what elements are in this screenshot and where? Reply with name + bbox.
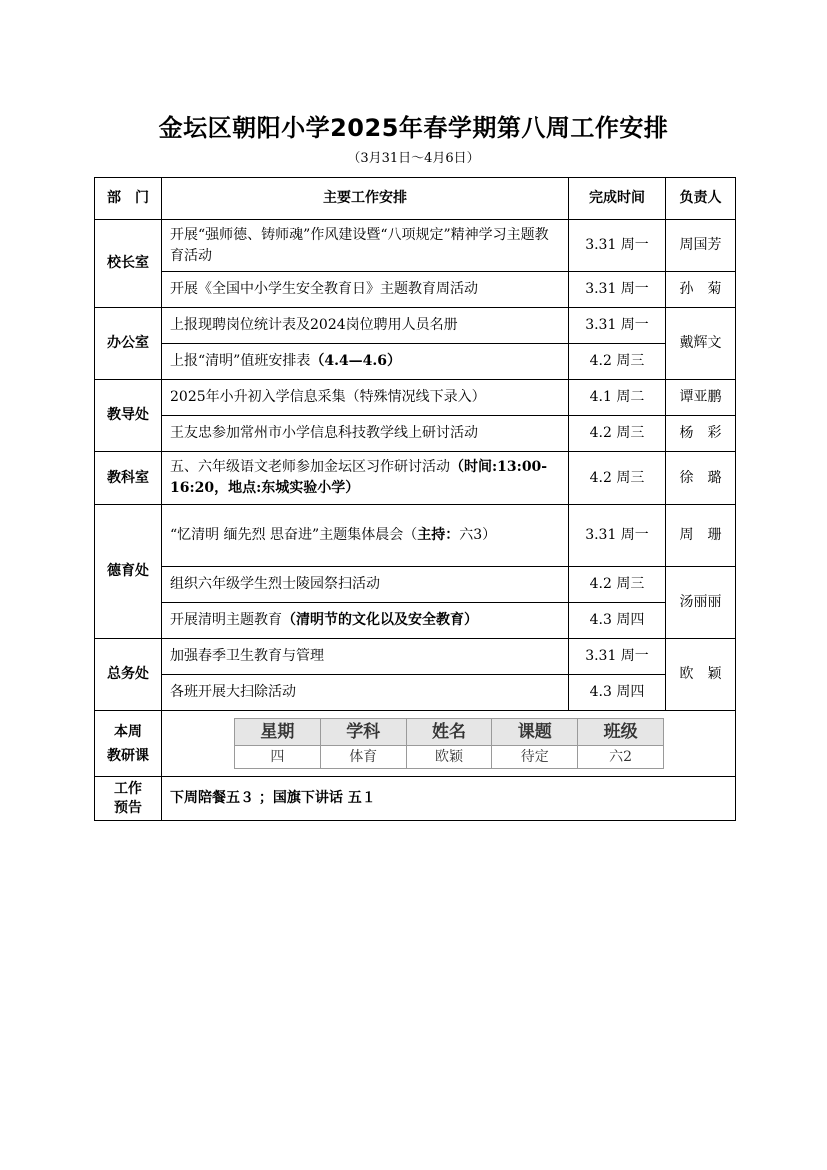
research-class-label (95, 711, 162, 777)
task-cell: 王友忠参加常州市小学信息科技教学线上研讨活动 (162, 416, 569, 452)
research-class-value-row (235, 746, 664, 769)
research-class-cell (162, 711, 736, 777)
table-row (95, 416, 736, 452)
header-task: 主要工作安排 (162, 178, 569, 220)
preview-label-line1: 工作 (114, 780, 142, 797)
time-cell: 4.3 周四 (569, 603, 666, 639)
person-cell: 徐 璐 (666, 452, 736, 505)
research-header-name: 姓名 (406, 719, 492, 746)
time-cell: 3.31 周一 (569, 308, 666, 344)
research-value-topic: 待定 (492, 746, 578, 769)
time-cell: 3.31 周一 (569, 639, 666, 675)
person-cell: 杨 彩 (666, 416, 736, 452)
dept-general: 总务处 (95, 639, 162, 711)
person-cell: 周 珊 (666, 505, 736, 567)
dept-office: 办公室 (95, 308, 162, 380)
dept-research: 教科室 (95, 452, 162, 505)
person-cell: 欧 颖 (666, 639, 736, 711)
task-cell (162, 452, 569, 505)
time-cell: 3.31 周一 (569, 505, 666, 567)
research-value-weekday: 四 (235, 746, 321, 769)
research-value-class: 六2 (578, 746, 664, 769)
table-row (95, 452, 736, 505)
time-cell: 3.31 周一 (569, 272, 666, 308)
table-row (95, 675, 736, 711)
time-cell: 4.3 周四 (569, 675, 666, 711)
table-row (95, 639, 736, 675)
table-row (95, 272, 736, 308)
task-bold-text: （清明节的文化以及安全教育） (282, 612, 478, 628)
time-cell: 4.2 周三 (569, 416, 666, 452)
task-text: 上报“清明”值班安排表 (170, 353, 311, 369)
task-bold-text: （4.4—4.6） (310, 353, 402, 369)
time-cell: 4.1 周二 (569, 380, 666, 416)
task-cell: 组织六年级学生烈士陵园祭扫活动 (162, 567, 569, 603)
task-text: 六3） (459, 527, 497, 543)
research-header-weekday: 星期 (235, 719, 321, 746)
table-row (95, 380, 736, 416)
task-text: “忆清明 缅先烈 思奋进”主题集体晨会（ (170, 527, 418, 543)
dept-principal: 校长室 (95, 220, 162, 308)
header-person: 负责人 (666, 178, 736, 220)
preview-label-line2: 预告 (114, 799, 142, 816)
task-cell: 2025年小升初入学信息采集（特殊情况线下录入） (162, 380, 569, 416)
header-row (95, 178, 736, 220)
task-cell (162, 505, 569, 567)
task-text: 五、六年级语文老师参加金坛区习作研讨活动 (170, 459, 450, 475)
research-header-class: 班级 (578, 719, 664, 746)
task-bold-text: （时间:13:00-16:20，地点:东城实验小学） (170, 459, 548, 496)
time-cell: 4.2 周三 (569, 452, 666, 505)
person-cell: 孙 菊 (666, 272, 736, 308)
table-row (95, 505, 736, 567)
task-cell: 加强春季卫生教育与管理 (162, 639, 569, 675)
table-row (95, 220, 736, 272)
task-bold-text: 主持： (417, 527, 460, 543)
time-cell: 4.2 周三 (569, 344, 666, 380)
header-time: 完成时间 (569, 178, 666, 220)
research-header-subject: 学科 (320, 719, 406, 746)
page-title: 金坛区朝阳小学2025年春学期第八周工作安排 (158, 114, 669, 142)
dept-academic: 教导处 (95, 380, 162, 452)
schedule-table (94, 177, 736, 821)
person-cell: 汤丽丽 (666, 567, 736, 639)
task-cell: 开展“强师德、铸师魂”作风建设暨“八项规定”精神学习主题教育活动 (162, 220, 569, 272)
table-row (95, 603, 736, 639)
person-cell: 戴辉文 (666, 308, 736, 380)
preview-text: 下周陪餐五３ ；国旗下讲话 五１ (162, 777, 736, 821)
table-row (95, 308, 736, 344)
task-cell: 各班开展大扫除活动 (162, 675, 569, 711)
header-dept: 部 门 (95, 178, 162, 220)
task-text: 开展清明主题教育 (170, 612, 282, 628)
research-class-header-row (235, 719, 664, 746)
table-row (95, 567, 736, 603)
research-class-row (95, 711, 736, 777)
task-cell: 开展《全国中小学生安全教育日》主题教育周活动 (162, 272, 569, 308)
date-range: （3月31日～4月6日） (347, 151, 480, 166)
task-cell: 上报现聘岗位统计表及2024岗位聘用人员名册 (162, 308, 569, 344)
preview-label (95, 777, 162, 821)
task-cell (162, 603, 569, 639)
research-class-label-line2: 教研课 (107, 747, 149, 764)
research-header-topic: 课题 (492, 719, 578, 746)
dept-moral: 德育处 (95, 505, 162, 639)
time-cell: 4.2 周三 (569, 567, 666, 603)
research-value-name: 欧颖 (406, 746, 492, 769)
task-cell (162, 344, 569, 380)
research-class-table (234, 718, 664, 769)
person-cell: 谭亚鹏 (666, 380, 736, 416)
research-value-subject: 体育 (320, 746, 406, 769)
preview-row (95, 777, 736, 821)
person-cell: 周国芳 (666, 220, 736, 272)
time-cell: 3.31 周一 (569, 220, 666, 272)
table-row (95, 344, 736, 380)
research-class-label-line1: 本周 (114, 723, 142, 740)
